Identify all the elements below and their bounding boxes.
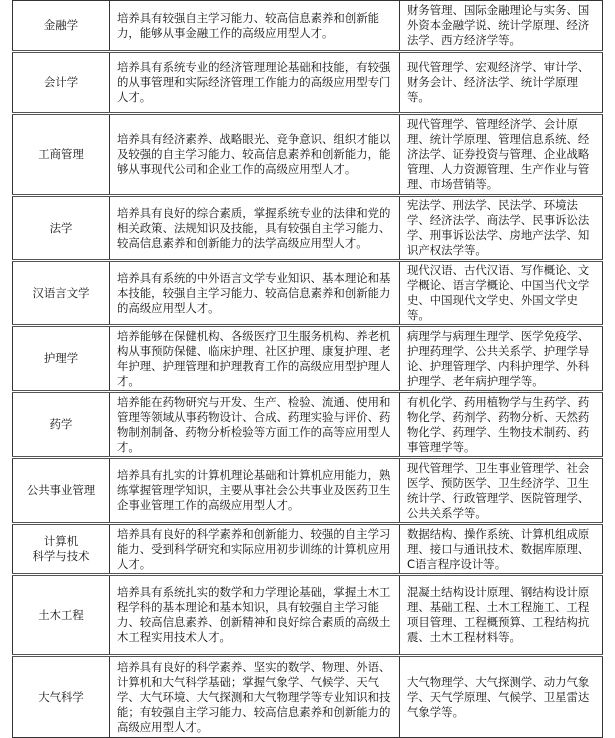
training-goal: 培养能够在保健机构、各级医疗卫生服务机构、养老机构从事预防保健、临床护理、社区护理、康复护理、老年护理、护理管理和护理教育工作的高级应用型护理人才。: [110, 326, 400, 392]
major-name: 汉语言文学: [13, 261, 110, 326]
major-name: 公共事业管理: [13, 458, 110, 524]
table-row: [13, 52, 603, 114]
major-name: 会计学: [13, 52, 110, 114]
major-name: 土木工程: [13, 575, 110, 656]
major-name: 药学: [13, 392, 110, 458]
main-courses: 现代管理学、管理经济学、会计原理、统计学原理、管理信息系统、经济法学、证券投资与管理、企业战略管理、人力资源管理、生产作业与管理、市场营销等。: [400, 114, 603, 196]
training-goal: 培养具有扎实的计算机理论基础和计算机应用能力，熟练掌握管理学知识，主要从事社会公共事业及医药卫生企事业管理工作的高级应用型人才。: [110, 458, 400, 524]
table-row: [13, 114, 603, 196]
training-goal: 培养具有良好的科学素养、坚实的数学、物理、外语、计算机和大气科学基础；掌握气象学、气候学、天气学、大气环境、大气探测和大气物理学等专业知识和技能；有较强自主学习能力、较高信息素养和创新能力的高级应用型人才。: [110, 656, 400, 738]
training-goal: 培养具有系统专业的经济管理理论基础和技能，有较强的从事管理和实际经济管理工作能力的高级应用型专门人才。: [110, 52, 400, 114]
training-goal: 培养具有经济素养、战略眼光、竞争意识、组织才能以及较强的自主学习能力、较高信息素养和创新能力，能够从事现代公司和企业工作的高级应用型人才。: [110, 114, 400, 196]
training-goal: 培养具有系统扎实的数学和力学理论基础，掌握土木工程学科的基本理论和基本知识，具有较强自主学习能力、较高信息素养、创新精神和良好综合素质的高级土木工程实用技术人才。: [110, 575, 400, 656]
main-courses: 有机化学、药用植物学与生药学、药物化学、药剂学、药物分析、天然药物化学、药理学、生物技术制药、药事管理学等。: [400, 392, 603, 458]
table-row: [13, 196, 603, 261]
main-courses: 财务管理、国际金融理论与实务、国外资本金融学说、统计学原理、经济法学、西方经济学等。: [400, 1, 603, 52]
training-goal: 培养能在药物研究与开发、生产、检验、流通、使用和管理等领域从事药物设计、合成、药理实验与评价、药物制剂制备、药物分析检验等方面工作的高等应用型人才。: [110, 392, 400, 458]
table-row: [13, 575, 603, 656]
major-name: 大气科学: [13, 656, 110, 738]
main-courses: 数据结构、操作系统、计算机组成原理、接口与通讯技术、数据库原理、C语言程序设计等。: [400, 524, 603, 575]
main-courses: 混凝土结构设计原理、钢结构设计原理、基础工程、土木工程施工、工程项目管理、工程概预算、工程结构抗震、土木工程材料等。: [400, 575, 603, 656]
major-name: 法学: [13, 196, 110, 261]
training-goal: 培养具有良好的科学素养和创新能力、较强的自主学习能力、受到科学研究和实际应用初步训练的计算机应用人才。: [110, 524, 400, 575]
main-courses: 病理学与病理生理学、医学免疫学、护理药理学、公共关系学、护理学导论、护理管理学、内科护理学、外科护理学、老年病护理学等。: [400, 326, 603, 392]
table-row: [13, 524, 603, 575]
table-row: [13, 1, 603, 52]
major-name: 金融学: [13, 1, 110, 52]
table-row: [13, 261, 603, 326]
table-row: [13, 656, 603, 738]
main-courses: 现代管理学、宏观经济学、审计学、财务会计、经济法学、统计学原理等。: [400, 52, 603, 114]
table-row: [13, 458, 603, 524]
table-row: [13, 392, 603, 458]
main-courses: 大气物理学、大气探测学、动力气象学、天气学原理、气候学、卫星雷达气象学等。: [400, 656, 603, 738]
major-name: 工商管理: [13, 114, 110, 196]
major-name: 护理学: [13, 326, 110, 392]
main-courses: 现代汉语、古代汉语、写作概论、文学概论、语言学概论、中国当代文学史、中国现代文学史、外国文学史等。: [400, 261, 603, 326]
training-goal: 培养具有较强自主学习能力、较高信息素养和创新能力，能够从事金融工作的高级应用型人才。: [110, 1, 400, 52]
training-goal: 培养具有良好的综合素质，掌握系统专业的法律和党的相关政策、法规知识及技能，具有较强自主学习能力、较高信息素养和创新能力的法学高级应用型人才。: [110, 196, 400, 261]
table-row: [13, 326, 603, 392]
training-goal: 培养具有系统的中外语言文学专业知识、基本理论和基本技能，较强自主学习能力、较高信息素养和创新能力的高级应用型人才。: [110, 261, 400, 326]
main-courses: 宪法学、刑法学、民法学、环境法学、经济法学、商法学、民事诉讼法学、刑事诉讼法学、房地产法学、知识产权法学等。: [400, 196, 603, 261]
major-name: 计算机 科学与技术: [13, 524, 110, 575]
main-courses: 现代管理学、卫生事业管理学、社会医学、预防医学、卫生经济学、卫生统计学、行政管理学、医院管理学、公共关系学等。: [400, 458, 603, 524]
majors-table: [12, 0, 603, 738]
